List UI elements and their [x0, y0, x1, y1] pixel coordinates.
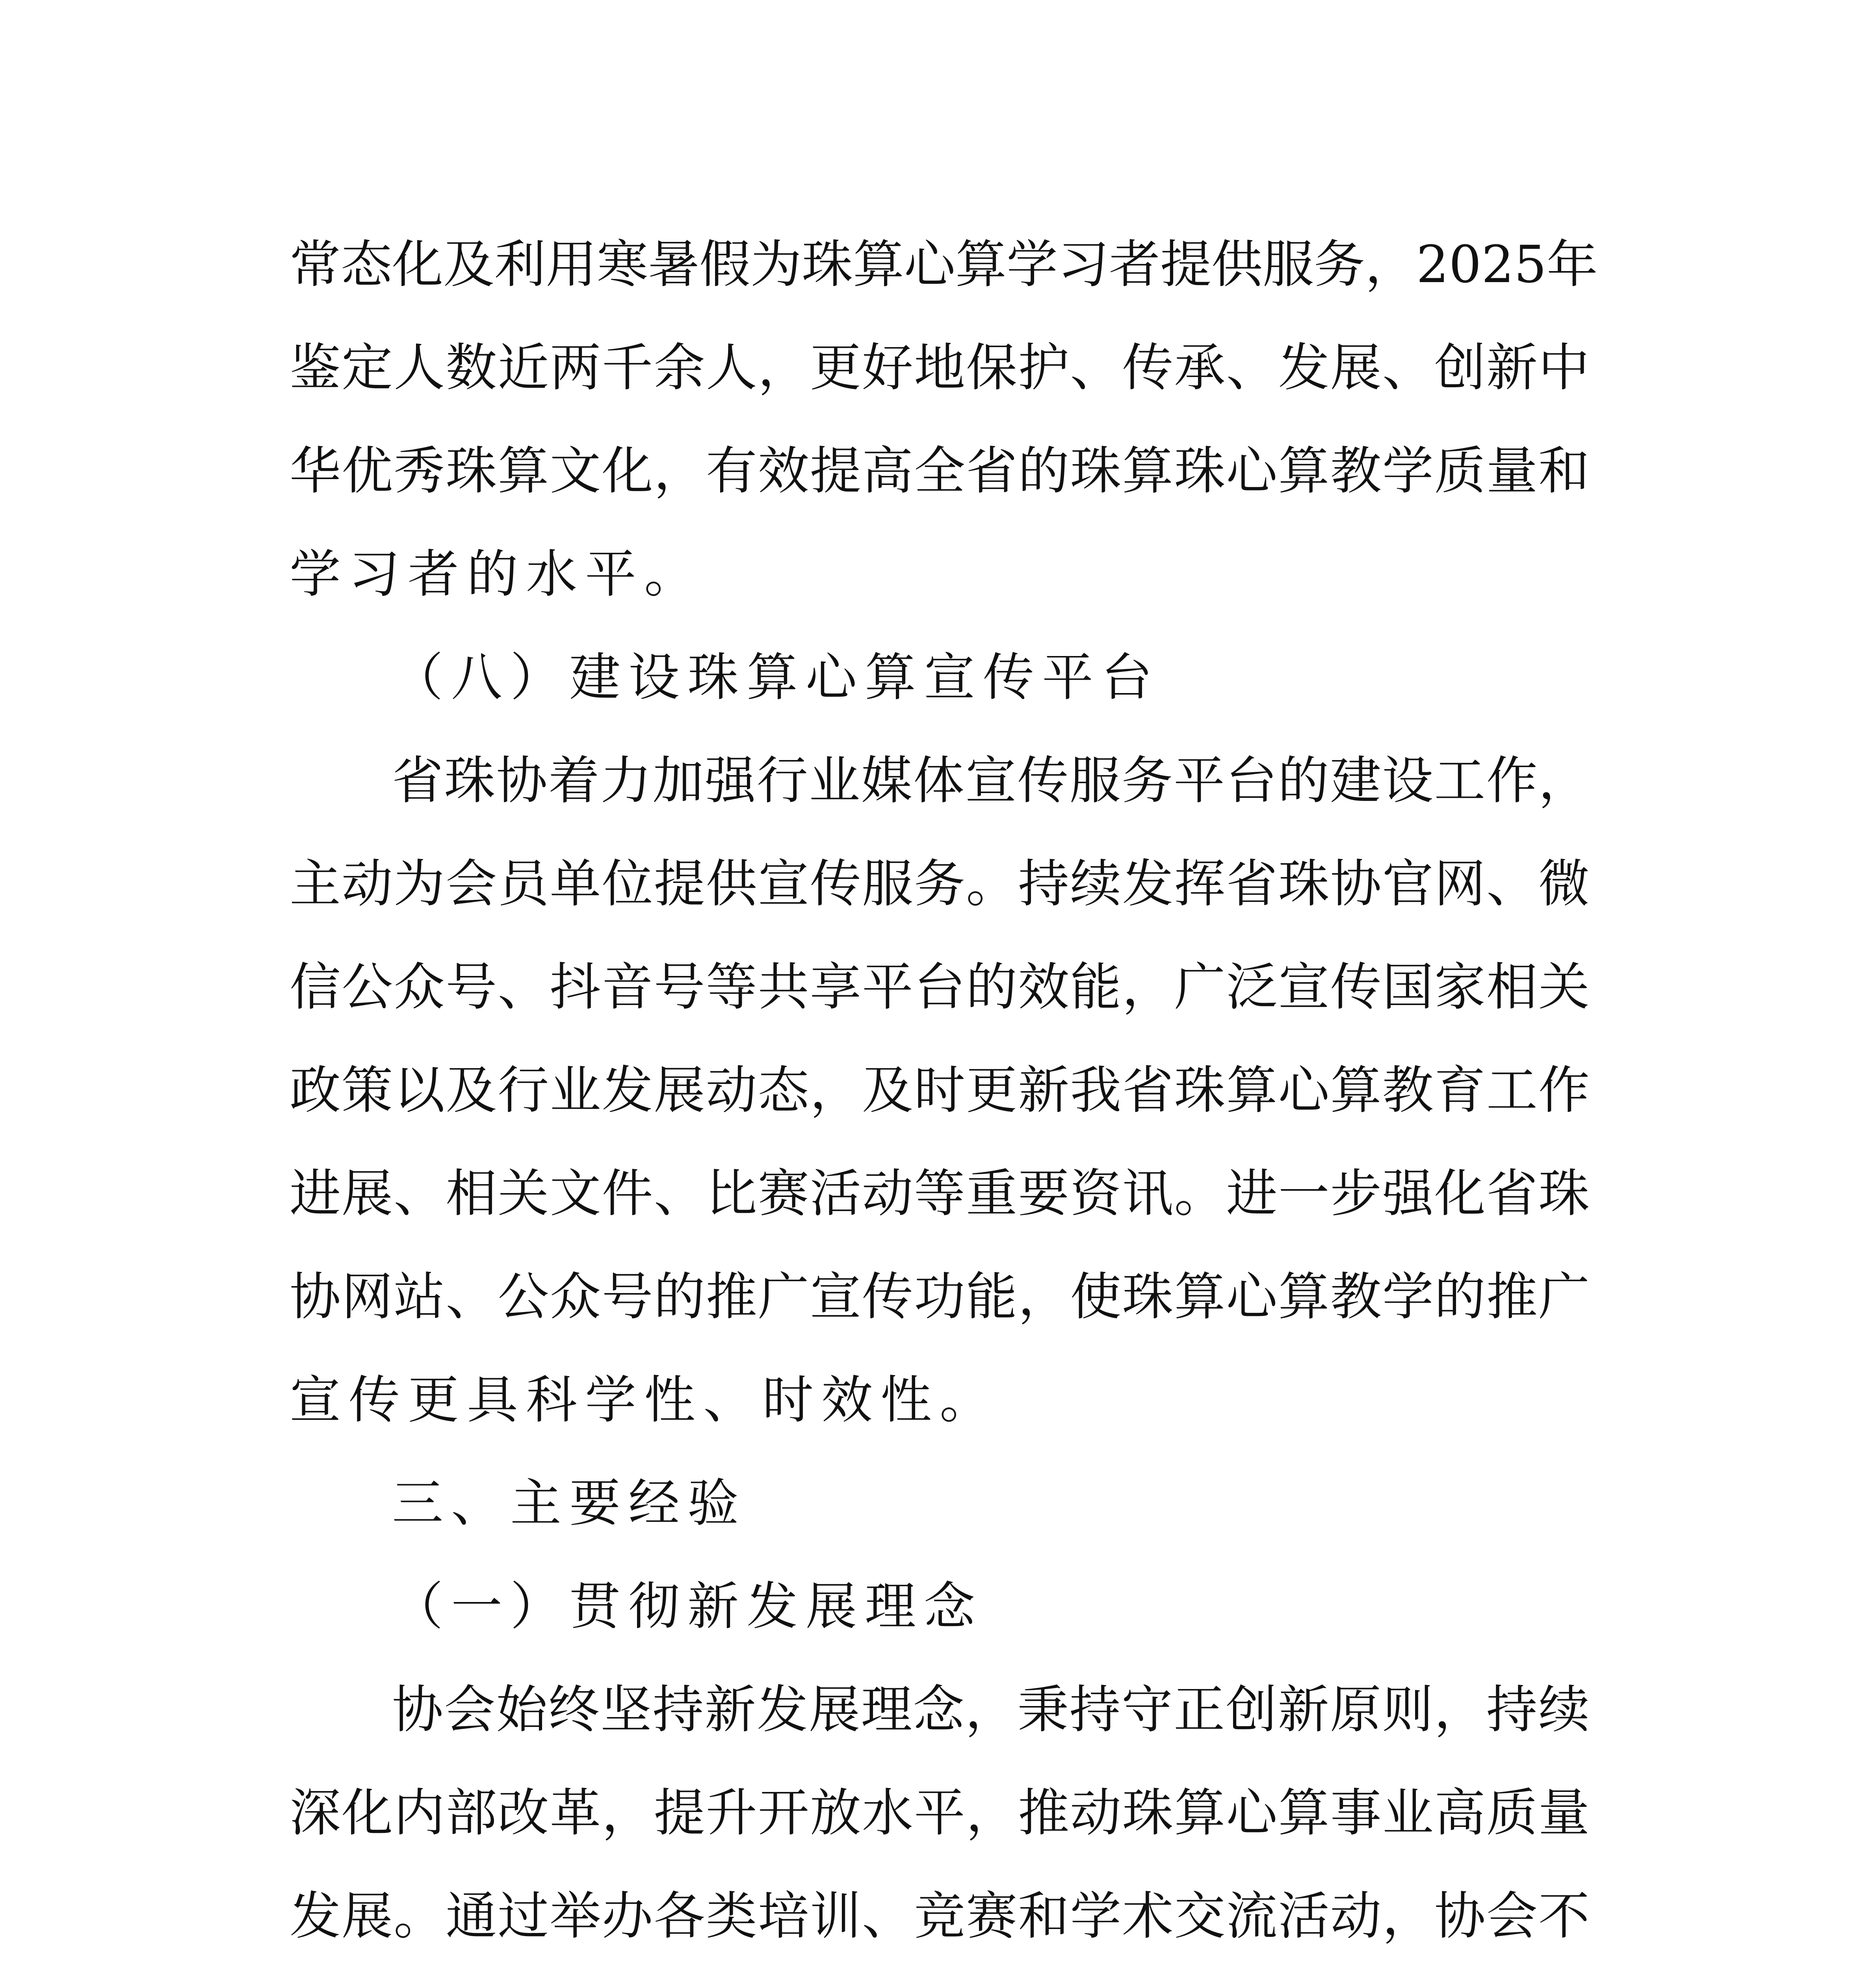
- paragraph-first-line: 省珠协着力加强行业媒体宣传服务平台的建设工作，: [392, 751, 1590, 810]
- text-line: 华优秀珠算文化，有效提高全省的珠算珠心算教学质量和: [290, 441, 1590, 501]
- text-line: 协网站、公众号的推广宣传功能，使珠算心算教学的推广: [290, 1267, 1590, 1327]
- text-line: 发展。通过举办各类培训、竞赛和学术交流活动，协会不: [290, 1886, 1590, 1946]
- text-line: 主动为会员单位提供宣传服务。持续发挥省珠协官网、微: [290, 854, 1590, 914]
- text-line: 进展、相关文件、比赛活动等重要资讯。进一步强化省珠: [290, 1163, 1590, 1223]
- text-line: 宣传更具科学性、时效性。: [290, 1370, 999, 1430]
- body-text: [290, 213, 1598, 1970]
- paragraph-first-line: 协会始终坚持新发展理念，秉持守正创新原则，持续: [392, 1680, 1590, 1740]
- text-line: 常态化及利用寒暑假为珠算心算学习者提供服务，2025年: [290, 234, 1598, 294]
- text-line: 深化内部改革，提升开放水平，推动珠算心算事业高质量: [290, 1783, 1590, 1843]
- section-heading: （八）建设珠算心算宣传平台: [392, 647, 1161, 707]
- subsection-heading: （一）贯彻新发展理念: [392, 1576, 983, 1636]
- text-line: 鉴定人数近两千余人，更好地保护、传承、发展、创新中: [290, 338, 1590, 398]
- section-heading: 三、主要经验: [392, 1473, 747, 1533]
- text-line: 政策以及行业发展动态，及时更新我省珠算心算教育工作: [290, 1060, 1590, 1120]
- text-line: 学习者的水平。: [290, 544, 704, 604]
- text-line: 信公众号、抖音号等共享平台的效能，广泛宣传国家相关: [290, 957, 1590, 1017]
- text-line: [290, 1968, 1590, 1970]
